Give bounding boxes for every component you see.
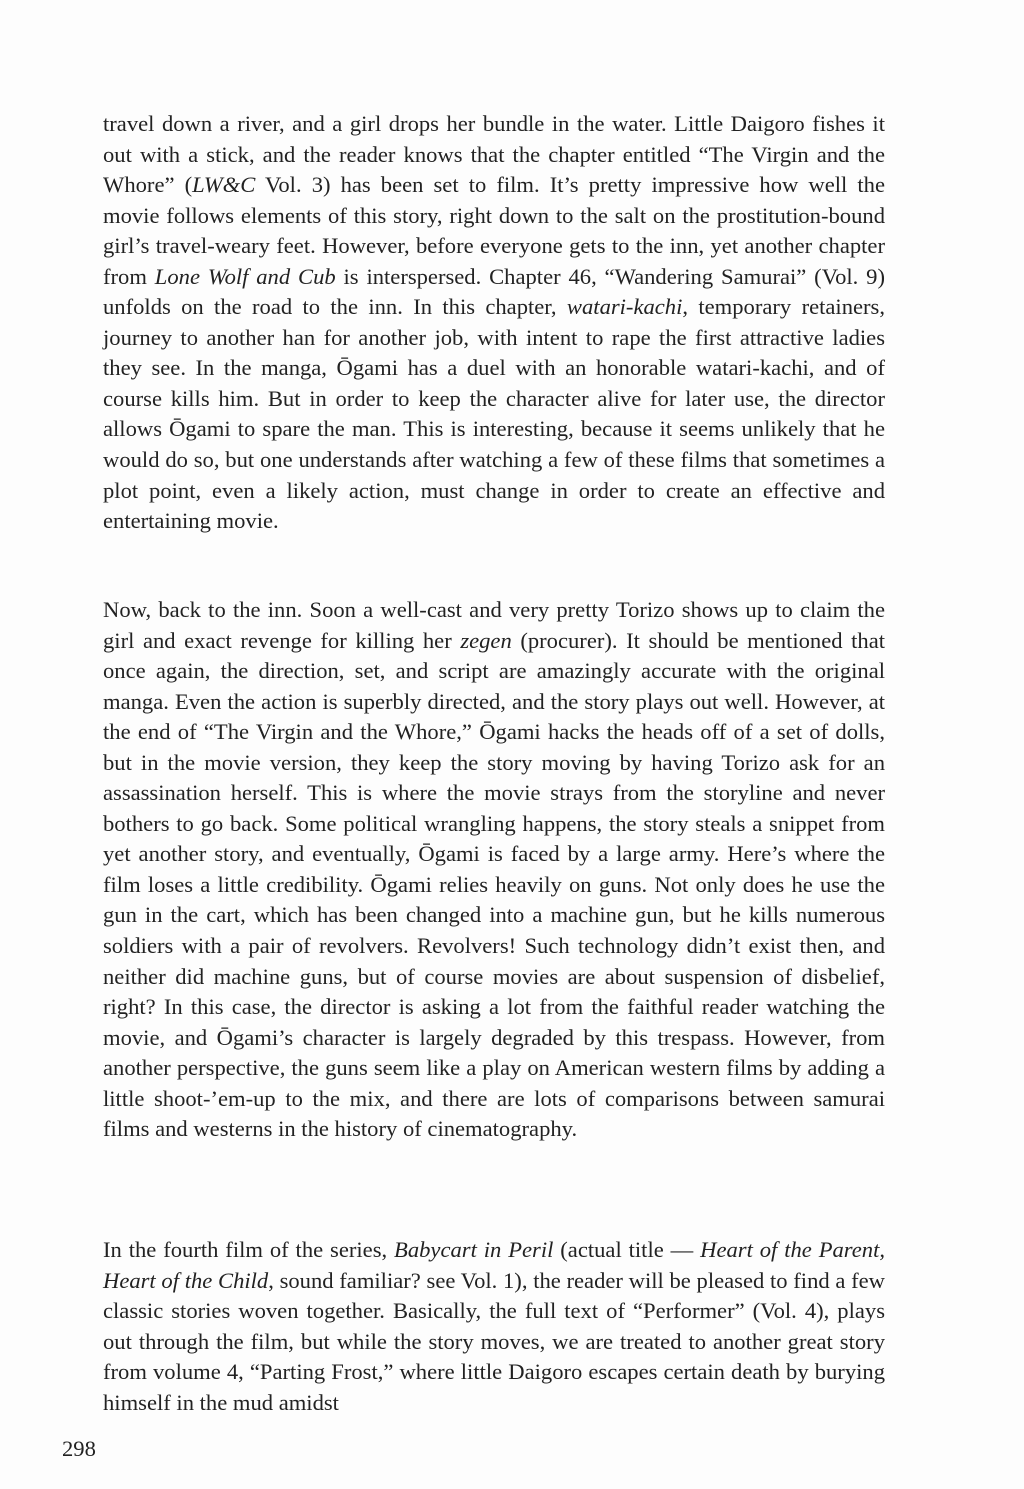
text-run: , temporary retainers, journey to another han for another job, with intent to rape the first attractive ladies they see. In the manga, Ōgami has a duel with an honorable watari-kachi, and of course kills him. But in order to keep the character alive for later use, the director allows Ōgami to spare the man. This is interesting, because it seems unlikely that he would do so, but one understands after watching a few of these films that sometimes a plot point, even a likely action, must change in order to create an effective and entertaining movie. [103,294,885,534]
page-number: 298 [62,1436,96,1461]
italic-text-run: Lone Wolf and Cub [154,263,336,289]
body-paragraph [103,595,885,1145]
body-paragraph [103,1235,885,1418]
text-run: Now, back to the inn. Soon a well-cast and very pretty Torizo shows up to claim the girl and exact revenge for killing her [103,597,885,653]
text-run: (actual title — [553,1237,701,1262]
text-run: Vol. 3) has been set to film. It’s pretty impressive how well the movie follows elements of this story, right down to the salt on the prostitution-bound girl’s travel-weary feet. However, before everyone gets to the inn, yet another chapter from [103,172,885,289]
paragraph-text [103,109,885,537]
paragraph-text [103,1235,885,1418]
paragraph-text [103,595,885,1145]
body-paragraph [103,109,885,537]
text-run: (procurer). It should be mentioned that once again, the direction, set, and script are amazingly accurate with the original manga. Even the action is superbly directed, and the story plays out well. However, at the end of “The Virgin and the Whore,” Ōgami hacks the heads off of a set of dolls, but in the movie version, they keep the story moving by having Torizo ask for an assassination herself. This is where the movie strays from the storyline and never bothers to go back. Some political wrangling happens, the story steals a snippet from yet another story, and eventually, Ōgami is faced by a large army. Here’s where the film loses a little credibility. Ōgami relies heavily on guns. Not only does he use the gun in the cart, which has been changed into a machine gun, but he kills numerous soldiers with a pair of revolvers. Revolvers! Such technology didn’t exist then, and neither did machine guns, but of course movies are about suspension of disbelief, right? In this case, the director is asking a lot from the faithful reader watching the movie, and Ōgami’s character is largely degraded by this trespass. However, from another perspective, the guns seem like a play on American western films by adding a little shoot-’em-up to the mix, and there are lots of comparisons between samurai films and westerns in the history of cinematography. [103,627,886,1142]
italic-text-run: Heart of the Parent, Heart of the Child [103,1237,885,1293]
text-run: is interspersed. Chapter 46, “Wandering Samurai” (Vol. 9) unfolds on the road to the inn. In this chapter, [103,263,885,320]
text-run: travel down a river, and a girl drops her bundle in the water. Little Daigoro fishes it out with a stick, and the reader knows that the chapter entitled “The Virgin and the Whore” ( [103,111,885,198]
italic-text-run: LW&C [192,172,256,198]
italic-text-run: watari-kachi [566,294,683,320]
text-run: , sound familiar? see Vol. 1), the reader will be pleased to find a few classic stories woven together. Basically, the full text of “Performer” (Vol. 4), plays out through the film, but while the story moves, we are treated to another great story from volume 4, “Parting Frost,” where little Daigoro escapes certain death by burying himself in the mud amidst [103,1267,885,1415]
text-run: In the fourth film of the series, [103,1237,395,1262]
italic-text-run: zegen [460,627,512,653]
italic-text-run: Babycart in Peril [394,1237,554,1262]
